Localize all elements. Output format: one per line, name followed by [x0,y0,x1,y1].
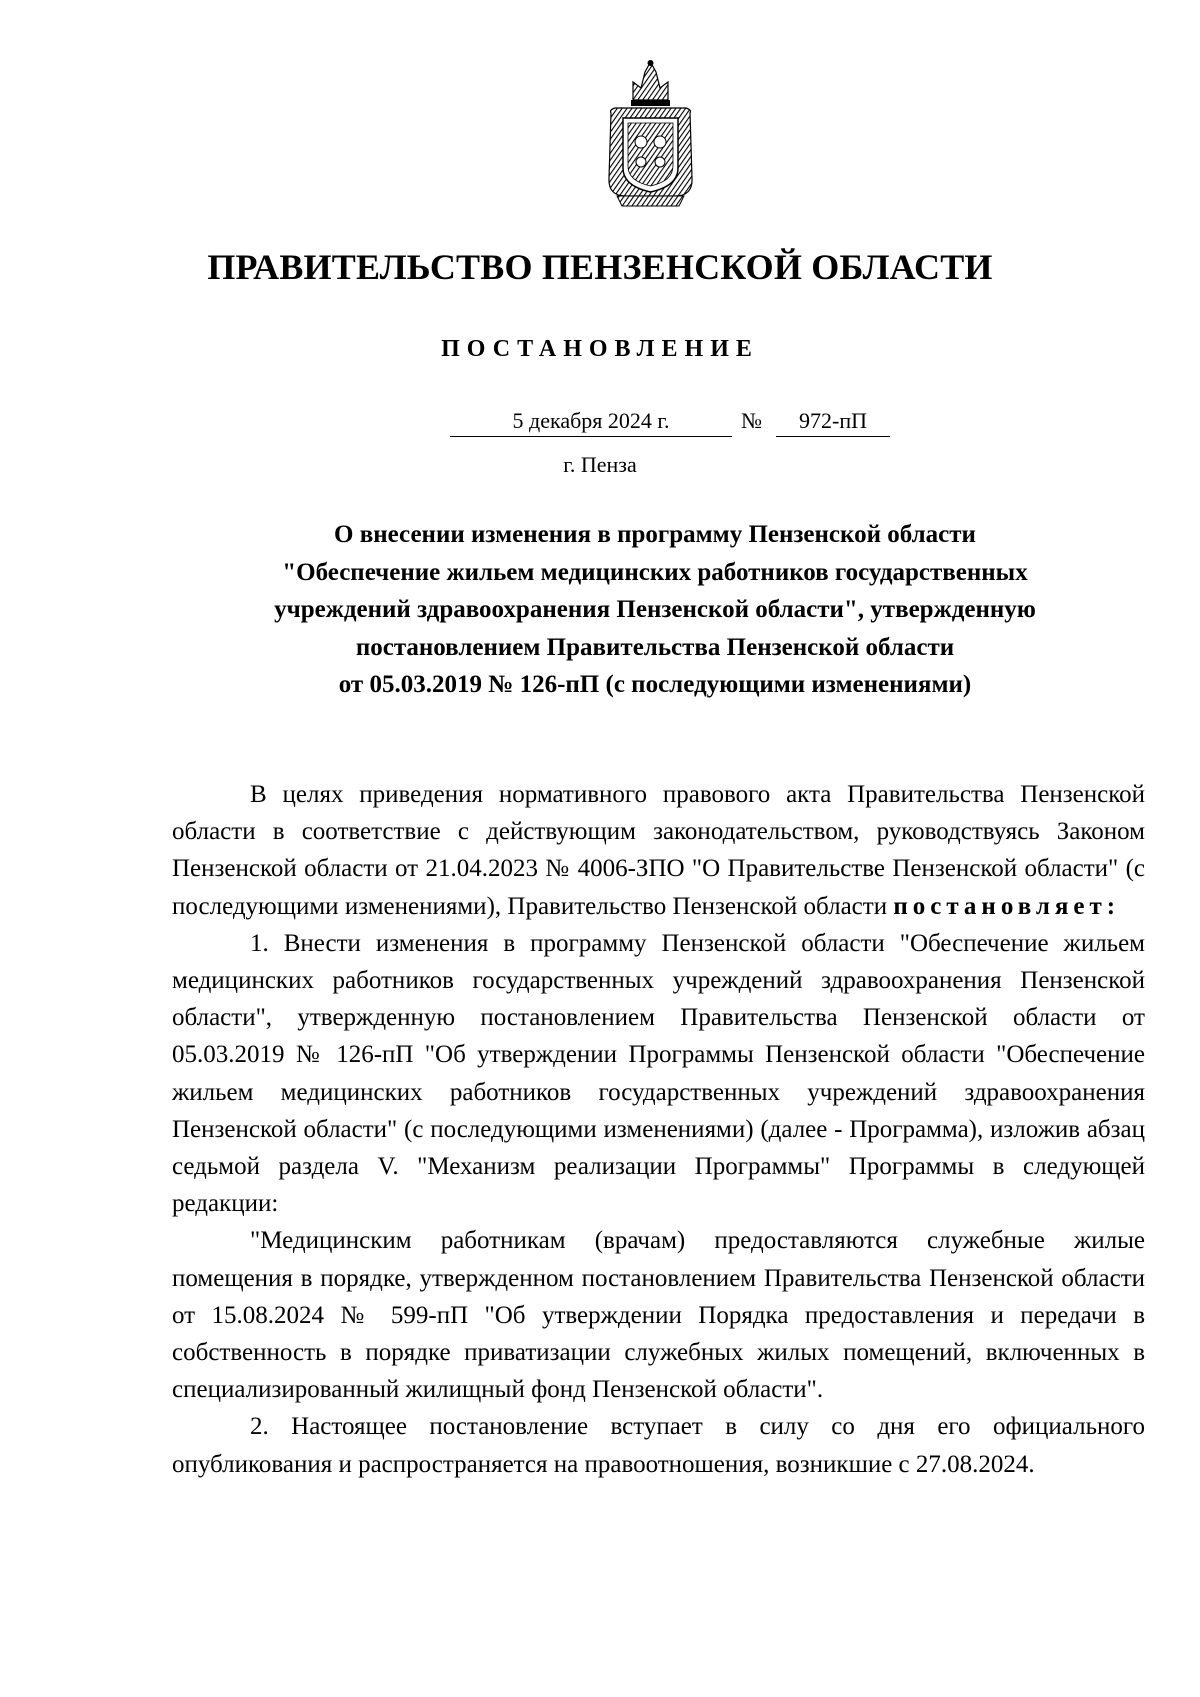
subject-line: "Обеспечение жильем медицинских работников государственных [282,558,1028,586]
item-2-paragraph: 2. Настоящее постановление вступает в силу со дня его официального опубликования и распространяется на правоотношения, возникшие с 27.08.2024. [172,1413,1145,1478]
subject-line: О внесении изменения в программу Пензенской области [334,521,976,548]
document-date: 5 декабря 2024 г. [450,408,732,437]
coat-of-arms-icon [603,58,698,208]
resolves-word: постановляет: [893,892,1121,920]
subject-line: постановлением Правительства Пензенской области [355,633,955,661]
document-number: 972-пП [776,408,890,437]
document-subject [200,516,1110,704]
organization-title: ПРАВИТЕЛЬСТВО ПЕНЗЕНСКОЙ ОБЛАСТИ [207,247,993,287]
preamble-paragraph [172,776,1145,925]
date-number-line [450,408,890,442]
coat-of-arms-emblem [603,58,698,208]
item-1-quote-paragraph: "Медицинским работникам (врачам) предоставляются служебные жилые помещения в порядке, утвержденном постановлением Правительства Пензенской области от 15.08.2024 № 599-пП "Об утверждении Порядка предоставления и передачи в собственность в порядке приватизации служебных жилых помещений, включенных в специализированный жилищный фонд Пензенской области". [172,1227,1145,1404]
document-body [172,776,1145,1483]
subject-line: от 05.03.2019 № 126-пП (с последующими изменениями) [338,671,972,698]
document-type: ПОСТАНОВЛЕНИЕ [441,336,759,362]
preamble-text: В целях приведения нормативного правового акта Правительства Пензенской области в соответствие с действующим законодательством, руководствуясь Законом Пензенской области от 21.04.2023 № 4006-ЗПО "О Правительстве Пензенской области" (с последующими изменениями), Правительство Пензенской области [172,781,1145,920]
item-1-paragraph: 1. Внести изменения в программу Пензенской области "Обеспечение жильем медицинских работников государственных учреждений здравоохранения Пензенской области", утвержденную постановлением Правительства Пензенской области от 05.03.2019 № 126-пП "Об утверждении Программы Пензенской области "Обеспечение жильем медицинских работников государственных учреждений здравоохранения Пензенской области" (с последующими изменениями) (далее - Программа), изложив абзац седьмой раздела V. "Механизм реализации Программы" Программы в следующей редакции: [172,929,1145,1218]
subject-line: учреждений здравоохранения Пензенской области", утвержденную [274,596,1036,623]
number-sign: № [741,408,762,433]
document-city: г. Пенза [563,452,637,477]
